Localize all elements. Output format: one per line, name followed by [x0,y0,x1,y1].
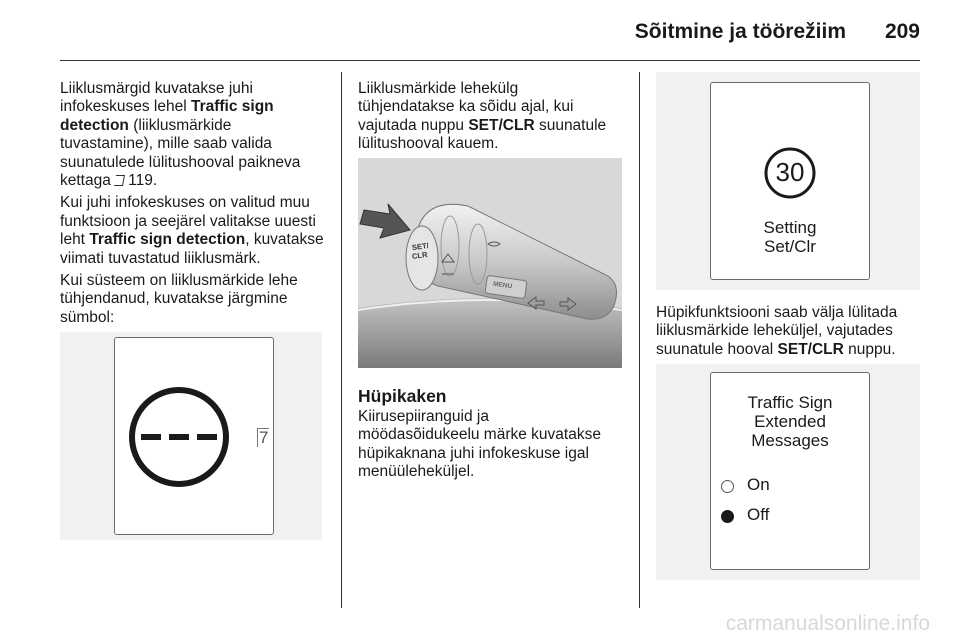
column-divider-1 [341,72,342,608]
figure-cleared-sign [60,332,322,540]
menu-title-line1: Traffic Sign [747,393,833,412]
column-divider-2 [639,72,640,608]
watermark: carmanualsonline.info [725,612,930,635]
paragraph-2: Kui juhi infokeskuses on valitud muu funktsioon ja seejärel valitakse uuesti leht Traffic sign detection, kuvatakse viimati tuvastatud liiklusmärk. [60,194,324,267]
set-clr-label-line1: SET/ [411,240,430,253]
paragraph-1: Liiklusmärgid kuvatakse juhi infokeskuses lehel Traffic sign detection (liiklusmärkide tuvastamine), mille saab valida suunatulede lülitushooval paikneva kettaga 119. [60,80,301,190]
menu-title-line2: Extended [754,412,826,431]
column-1-text [60,80,335,331]
radio-on-icon[interactable] [721,480,734,493]
set-clr-hint: Set/Clr [764,237,816,256]
section-heading: Hüpikaken [358,386,447,406]
figure-speed-popup [656,72,920,290]
turn-signal-stalk-illustration [358,158,622,368]
column-2-text [358,80,633,158]
paragraph-5: Kiirusepiiranguid ja möödasõidukeelu märke kuvatakse hüpikaknana juhi infokeskuse igal menüüleheküljel. [358,408,601,481]
paragraph-6: Hüpikfunktsiooni saab välja lülitada liiklusmärkide leheküljel, vajutades suunatule hooval SET/CLR nuppu. [656,304,898,358]
menu-display-panel [710,372,870,570]
speed-limit-value: 30 [775,157,805,187]
menu-button-label: MENU [492,280,513,291]
popup-display-panel [710,82,870,280]
option-on-label: On [747,475,770,494]
menu-title-line3: Messages [751,431,829,450]
no-sign-symbol-icon [115,338,275,536]
display-panel [114,337,274,535]
paragraph-4: Liiklusmärkide lehekülg tühjendatakse ka sõidu ajal, kui vajutada nuppu SET/CLR suunatule lülitushooval kauem. [358,80,607,153]
figure-number: 7 [259,428,269,447]
header-rule [60,60,920,61]
radio-off-selected-icon[interactable] [721,510,734,523]
paragraph-3: Kui süsteem on liiklusmärkide lehe tühjendanud, kuvatakse järgmine sümbol: [60,272,298,326]
figure-stalk [358,158,622,368]
set-clr-label-line2: CLR [411,249,428,262]
setting-label: Setting [763,218,817,237]
column-2-text-bottom [358,408,633,486]
chapter-title: Sõitmine ja töörežiim [634,20,846,43]
option-off-label: Off [747,505,770,524]
page-ref-icon [114,175,125,186]
column-3-text [656,304,920,363]
page-header [60,18,920,58]
figure-extended-messages [656,364,920,580]
page-number: 209 [884,20,920,43]
page-reference[interactable]: 119. [128,172,158,190]
